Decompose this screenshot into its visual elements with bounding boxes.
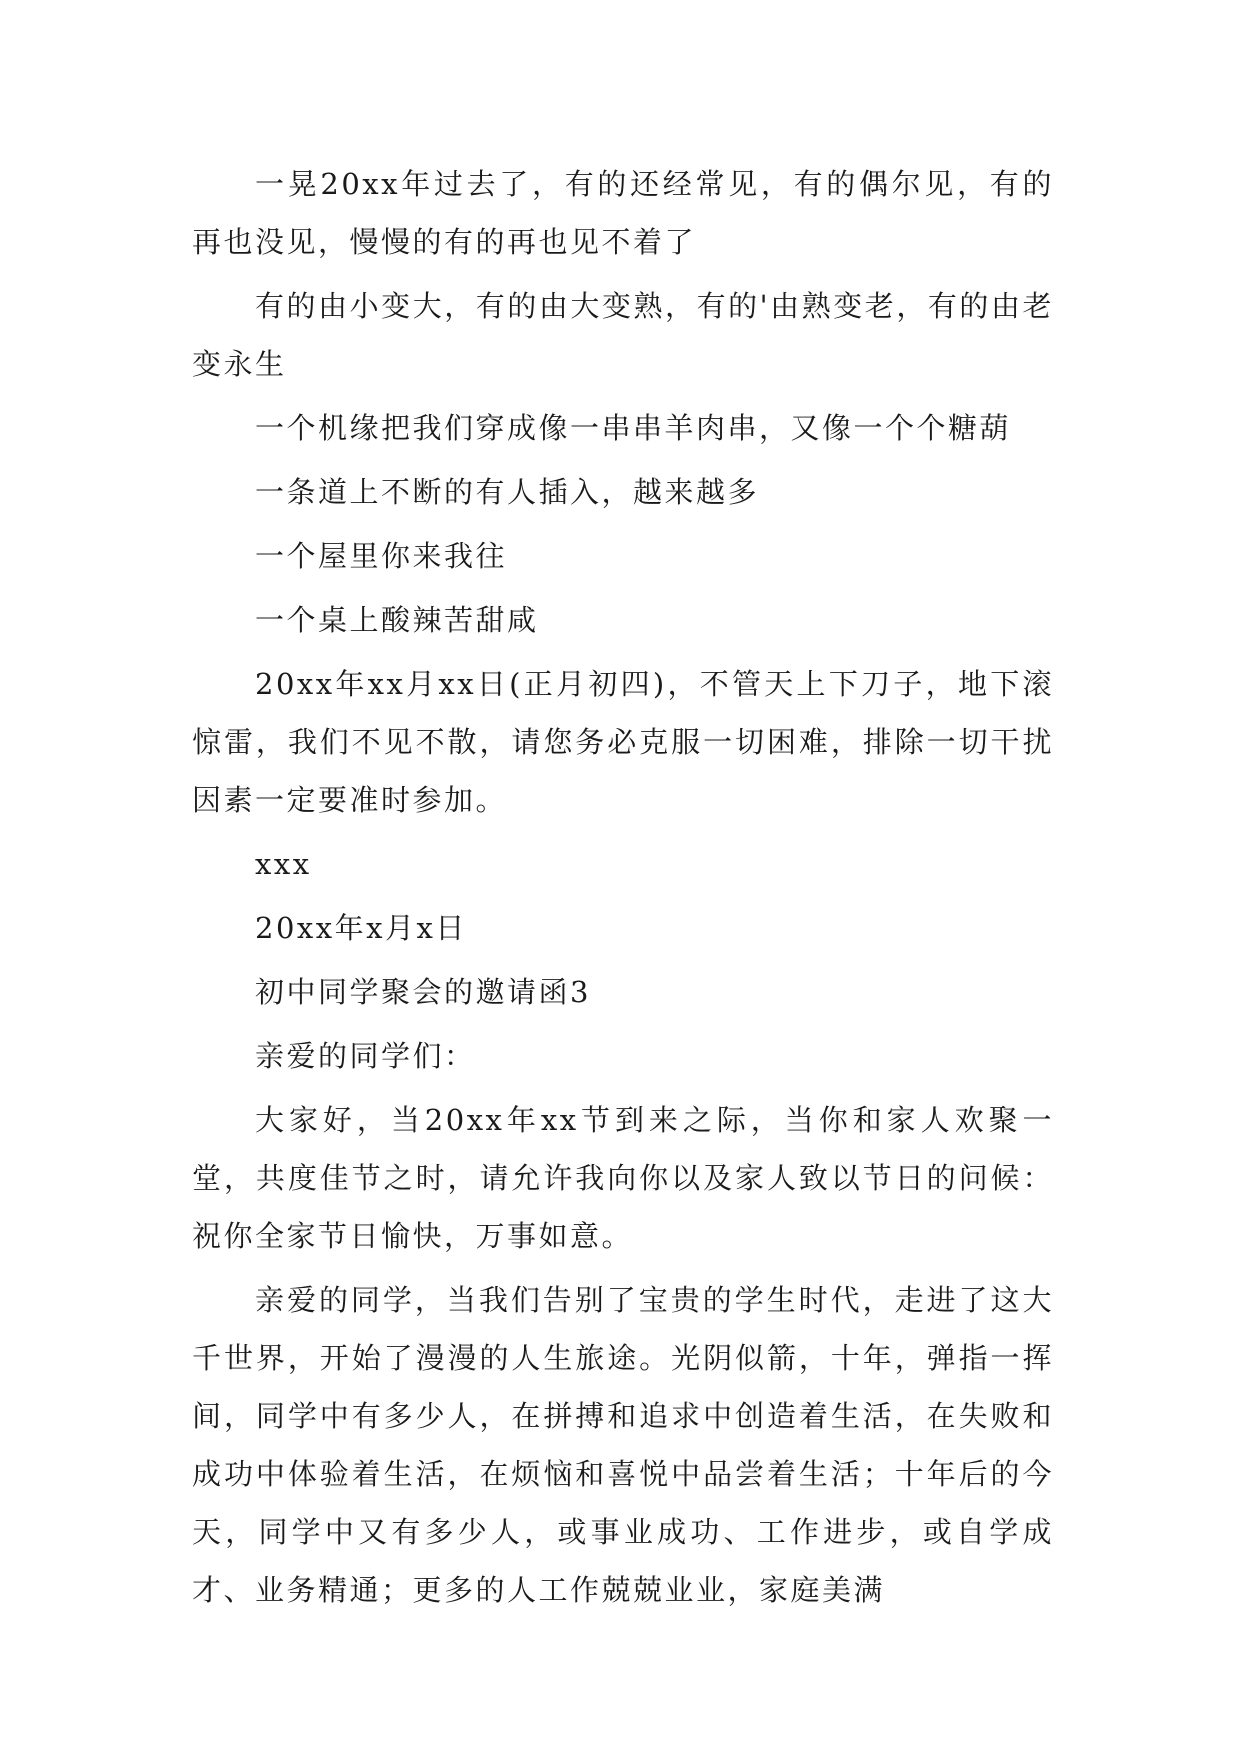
paragraph-12: 大家好，当20xx年xx节到来之际，当你和家人欢聚一堂，共度佳节之时，请允许我向你以及家人致以节日的问候：祝你全家节日愉快，万事如意。: [192, 1103, 1054, 1253]
salutation: 亲爱的同学们：: [255, 1039, 476, 1073]
paragraph-4: 一条道上不断的有人插入，越来越多: [255, 475, 760, 509]
signature-date: 20xx年x月x日: [255, 911, 467, 945]
paragraph-5: 一个屋里你来我往: [255, 539, 508, 573]
paragraph-3: 一个机缘把我们穿成像一串串羊肉串，又像一个个糖葫: [255, 411, 1012, 445]
paragraph-6: 一个桌上酸辣苦甜咸: [255, 603, 539, 637]
paragraph-2: 有的由小变大，有的由大变熟，有的'由熟变老，有的由老变永生: [192, 289, 1054, 381]
document-page: [192, 155, 1054, 1625]
paragraph-13: 亲爱的同学，当我们告别了宝贵的学生时代，走进了这大千世界，开始了漫漫的人生旅途。光阴似箭，十年，弹指一挥间，同学中有多少人，在拼搏和追求中创造着生活，在失败和成功中体验着生活，在烦恼和喜悦中品尝着生活；十年后的今天，同学中又有多少人，或事业成功、工作进步，或自学成才、业务精通；更多的人工作兢兢业业，家庭美满: [192, 1283, 1054, 1607]
signature-name: xxx: [255, 847, 312, 881]
paragraph-7: 20xx年xx月xx日(正月初四)，不管天上下刀子，地下滚惊雷，我们不见不散，请您务必克服一切困难，排除一切干扰因素一定要准时参加。: [192, 667, 1054, 817]
section-title: 初中同学聚会的邀请函3: [255, 975, 591, 1009]
paragraph-1: 一晃20xx年过去了，有的还经常见，有的偶尔见，有的再也没见，慢慢的有的再也见不着了: [192, 167, 1054, 259]
